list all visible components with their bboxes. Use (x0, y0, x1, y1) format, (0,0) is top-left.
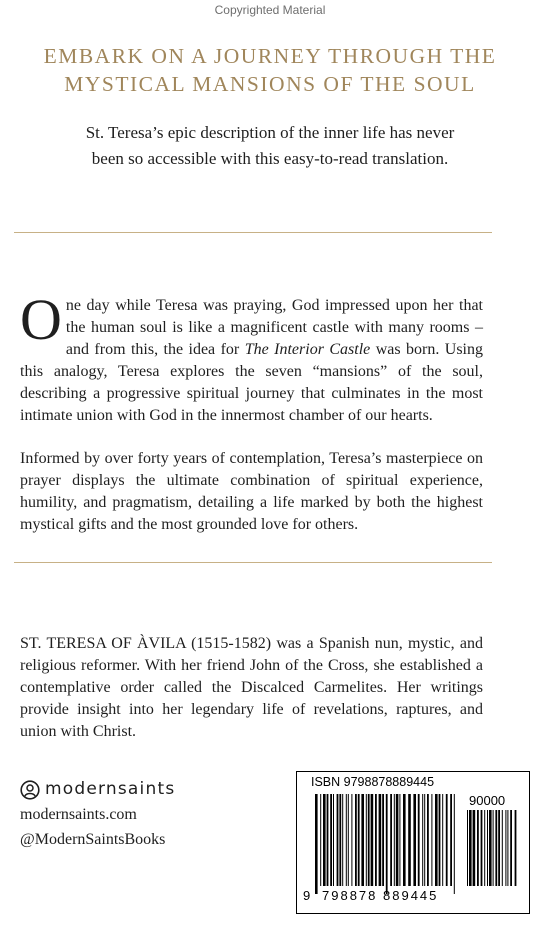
description-paragraph-1 (20, 287, 484, 427)
headline-line-1: EMBARK ON A JOURNEY THROUGH THE (43, 44, 497, 68)
barcode-bar (351, 794, 352, 886)
publisher-website: modernsaints.com (20, 806, 137, 823)
description-paragraph-2: Informed by over forty years of contemplation, Teresa’s masterpiece on prayer displays the ultimate combination of spiritual experience, humility, and pragmatism, detailing a life marked by both the highest mystical gifts and the most grounded love for others. (20, 450, 483, 533)
barcode-bar (390, 794, 392, 886)
barcode-bar (498, 810, 500, 886)
barcode-bar (371, 794, 374, 886)
barcode-bar (481, 810, 483, 886)
drop-cap: O (20, 287, 62, 352)
barcode-bar (382, 794, 384, 886)
barcode-bar (446, 794, 448, 886)
book-title-italic: The Interior Castle (244, 341, 371, 358)
barcode-bar (418, 794, 420, 886)
barcode-bar (339, 794, 341, 886)
barcode-bar (330, 794, 332, 886)
isbn-label: ISBN 9798878889445 (311, 775, 435, 789)
barcode-bar (323, 794, 326, 886)
barcode-lead-digit: 9 (303, 888, 311, 903)
barcode-bar (396, 794, 399, 886)
barcode-bar (454, 794, 455, 894)
intro-blurb (40, 120, 500, 172)
barcode-bar (442, 794, 443, 886)
barcode-bar (424, 794, 425, 886)
barcode-bar (427, 794, 429, 886)
description-p1-end: was born. Using this analogy, Teresa explores the seven “mansions” of the soul, describing a progressive spiritual journey that culminates in the most intimate union with God in the innermost chamber of our hearts. (20, 341, 484, 424)
barcode-bar (435, 794, 438, 886)
description-p1-start: ne day while Teresa was praying, God impressed upon her that the human soul is like a magnificent castle with many rooms – and from this, the idea for (65, 297, 483, 358)
barcode-bar (394, 794, 395, 886)
barcode-bar (502, 810, 503, 886)
divider-bottom (14, 562, 492, 563)
barcode-bar (495, 810, 497, 886)
barcode-bar (361, 794, 364, 886)
barcode-bar (469, 810, 472, 886)
barcode-bar (515, 810, 517, 886)
barcode-bar (487, 810, 488, 886)
barcode-bar (386, 794, 388, 894)
barcode-bar (346, 794, 347, 886)
barcode-bar (375, 794, 377, 886)
barcode-bar (342, 794, 343, 886)
barcode-bar (348, 794, 349, 886)
barcode-right-digits: 889445 (383, 888, 439, 903)
barcode-bar (399, 794, 400, 886)
barcode-bar (450, 794, 452, 886)
intro-line-1: St. Teresa’s epic description of the inner life has never (85, 123, 455, 142)
barcode-bar (403, 794, 406, 886)
barcode-bar (315, 794, 318, 894)
copyright-watermark: Copyrighted Material (214, 3, 326, 17)
barcode-bar (439, 794, 441, 886)
divider-top (14, 232, 492, 233)
barcode-bar (320, 794, 321, 886)
barcode-bar (333, 794, 334, 886)
barcode-bar (467, 810, 468, 886)
isbn-barcode (296, 771, 530, 914)
barcode-bar (379, 794, 382, 886)
barcode-bar (422, 794, 423, 886)
barcode-bar (366, 794, 367, 886)
barcode-bar (473, 810, 476, 886)
barcode-bar (355, 794, 357, 886)
barcode-bar (431, 794, 432, 886)
publisher-logo-icon (20, 780, 40, 800)
headline-line-2: MYSTICAL MANSIONS OF THE SOUL (64, 72, 476, 96)
price-code: 90000 (469, 793, 506, 808)
barcode-left-digits: 798878 (322, 888, 378, 903)
barcode-bar (408, 794, 411, 886)
intro-line-2: been so accessible with this easy-to-read translation. (91, 149, 449, 168)
publisher-logo-text: modernsaints (45, 779, 176, 799)
cover-headline (0, 42, 540, 98)
publisher-handle: @ModernSaintsBooks (20, 831, 166, 848)
barcode-bar (477, 810, 479, 886)
barcode-bar (489, 810, 492, 886)
barcode-bar (413, 794, 416, 886)
barcode-bar (510, 810, 512, 886)
barcode-bar (368, 794, 370, 886)
barcode-bar (327, 794, 329, 886)
barcode-bar (507, 810, 508, 886)
barcode-bar (493, 810, 494, 886)
book-description (20, 287, 484, 536)
author-bio: ST. TERESA OF ÀVILA (1515-1582) was a Spanish nun, mystic, and religious reformer. With her friend John of the Cross, she established a contemplative order called the Discalced Carmelites. Her writings provide insight into her legendary life of revelations, raptures, and union with Christ. (20, 635, 483, 740)
barcode-bar (337, 794, 339, 886)
barcode-bar (505, 810, 506, 886)
barcode-bar (484, 810, 485, 886)
barcode-bar (358, 794, 360, 886)
